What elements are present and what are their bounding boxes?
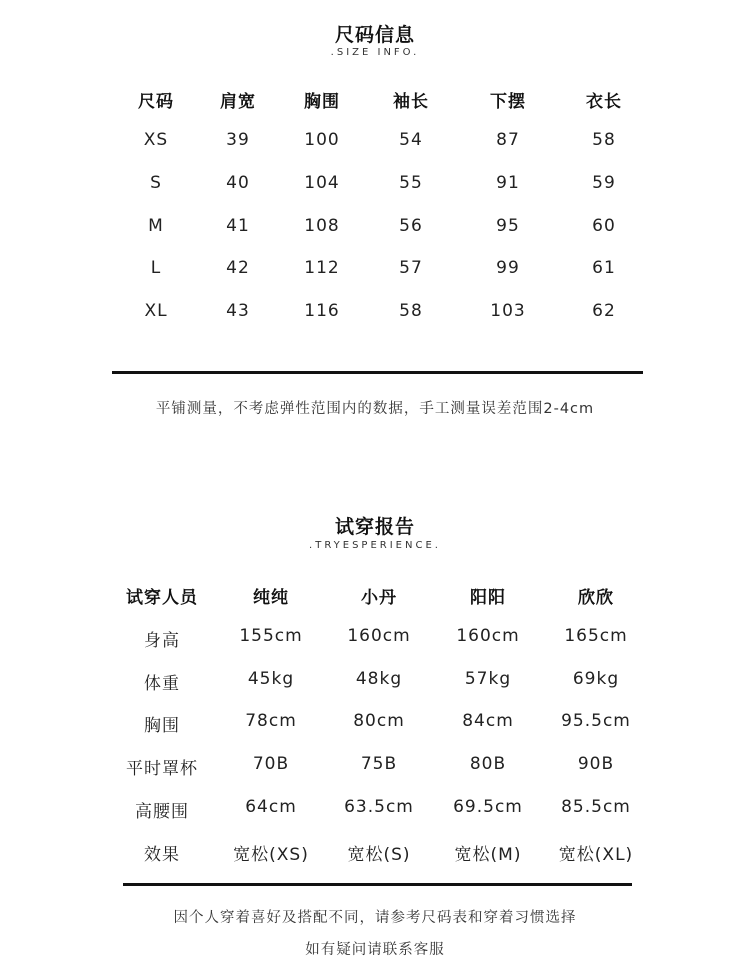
size-table-cell: M [148, 216, 164, 236]
size-table-header-cell: 袖长 [393, 92, 429, 112]
size-table-cell: 41 [226, 216, 250, 236]
try-report-table-header-cell: 欣欣 [578, 588, 614, 608]
size-table-cell: 99 [496, 258, 520, 278]
size-table-cell: 103 [490, 301, 526, 321]
size-table-cell: 39 [226, 130, 250, 150]
try-report-table-cell: 155cm [239, 626, 303, 646]
try-report-table-cell: 宽松(S) [347, 845, 411, 865]
try-report-table-cell: 57kg [464, 669, 512, 689]
try-report-table-cell: 69kg [572, 669, 620, 689]
try-report-table-cell: 75B [360, 754, 398, 774]
try-report-table-cell: 宽松(M) [454, 845, 522, 865]
try-report-divider [123, 883, 632, 886]
size-table-header-cell: 肩宽 [220, 92, 256, 112]
try-report-table-cell: 95.5cm [561, 711, 631, 731]
try-report-table-header-cell: 纯纯 [253, 588, 289, 608]
size-info-subtitle: .SIZE INFO. [330, 47, 420, 58]
size-table-cell: 116 [304, 301, 340, 321]
try-report-table-cell: 80cm [353, 711, 405, 731]
try-report-table-header-cell: 小丹 [361, 588, 397, 608]
try-report-table-cell: 78cm [245, 711, 297, 731]
size-table-cell: 42 [226, 258, 250, 278]
try-report-table-cell: 85.5cm [561, 797, 631, 817]
try-report-table-cell: 69.5cm [453, 797, 523, 817]
size-table-cell: 95 [496, 216, 520, 236]
size-info-note: 平铺测量，不考虑弹性范围内的数据，手工测量误差范围2-4cm [155, 401, 595, 417]
size-table-cell: 40 [226, 173, 250, 193]
try-report-table-cell: 宽松(XS) [233, 845, 309, 865]
size-table-cell: XS [143, 130, 169, 150]
try-report-table-cell: 165cm [564, 626, 628, 646]
try-report-table-cell: 平时罩杯 [126, 759, 198, 779]
size-table-cell: 104 [304, 173, 340, 193]
size-table-cell: 87 [496, 130, 520, 150]
size-info-title: 尺码信息 [334, 24, 415, 46]
size-table-cell: 59 [592, 173, 616, 193]
size-table-cell: 56 [399, 216, 423, 236]
size-table-cell: 60 [592, 216, 616, 236]
size-table-cell: 58 [399, 301, 423, 321]
try-report-table-cell: 84cm [462, 711, 514, 731]
try-report-table-cell: 160cm [347, 626, 411, 646]
size-table-cell: L [150, 258, 162, 278]
size-table-cell: 100 [304, 130, 340, 150]
size-table-header-cell: 衣长 [586, 92, 622, 112]
size-table-cell: 54 [399, 130, 423, 150]
size-table-cell: 62 [592, 301, 616, 321]
try-report-table-header-cell: 试穿人员 [126, 588, 198, 608]
size-table-header-cell: 下摆 [490, 92, 526, 112]
try-report-table-cell: 63.5cm [344, 797, 414, 817]
size-table-cell: 108 [304, 216, 340, 236]
size-table-cell: 43 [226, 301, 250, 321]
size-table-divider [112, 371, 643, 374]
size-table-cell: 58 [592, 130, 616, 150]
try-report-table-cell: 高腰围 [135, 802, 189, 822]
size-table-cell: 61 [592, 258, 616, 278]
try-report-subtitle: .TRYESPERIENCE. [309, 540, 441, 551]
try-report-table-cell: 80B [469, 754, 507, 774]
try-report-table-cell: 45kg [247, 669, 295, 689]
size-table-cell: XL [144, 301, 168, 321]
try-report-title: 试穿报告 [334, 516, 415, 538]
try-report-table-cell: 70B [252, 754, 290, 774]
size-table-cell: 91 [496, 173, 520, 193]
try-report-table-cell: 90B [577, 754, 615, 774]
try-report-table-cell: 胸围 [144, 716, 180, 736]
try-report-note-1: 因个人穿着喜好及搭配不同，请参考尺码表和穿着习惯选择 [173, 910, 577, 926]
try-report-table-cell: 48kg [355, 669, 403, 689]
try-report-note-2: 如有疑问请联系客服 [305, 942, 445, 958]
size-table-cell: S [150, 173, 162, 193]
size-table-cell: 112 [304, 258, 340, 278]
size-table-cell: 57 [399, 258, 423, 278]
size-table-header-cell: 尺码 [138, 92, 174, 112]
try-report-table-cell: 体重 [144, 674, 180, 694]
try-report-table-header-cell: 阳阳 [470, 588, 506, 608]
try-report-table-cell: 宽松(XL) [558, 845, 634, 865]
try-report-table-cell: 64cm [245, 797, 297, 817]
size-table-header-cell: 胸围 [304, 92, 340, 112]
try-report-table-cell: 效果 [144, 845, 180, 865]
try-report-table-cell: 160cm [456, 626, 520, 646]
size-table-cell: 55 [399, 173, 423, 193]
try-report-table-cell: 身高 [144, 631, 180, 651]
